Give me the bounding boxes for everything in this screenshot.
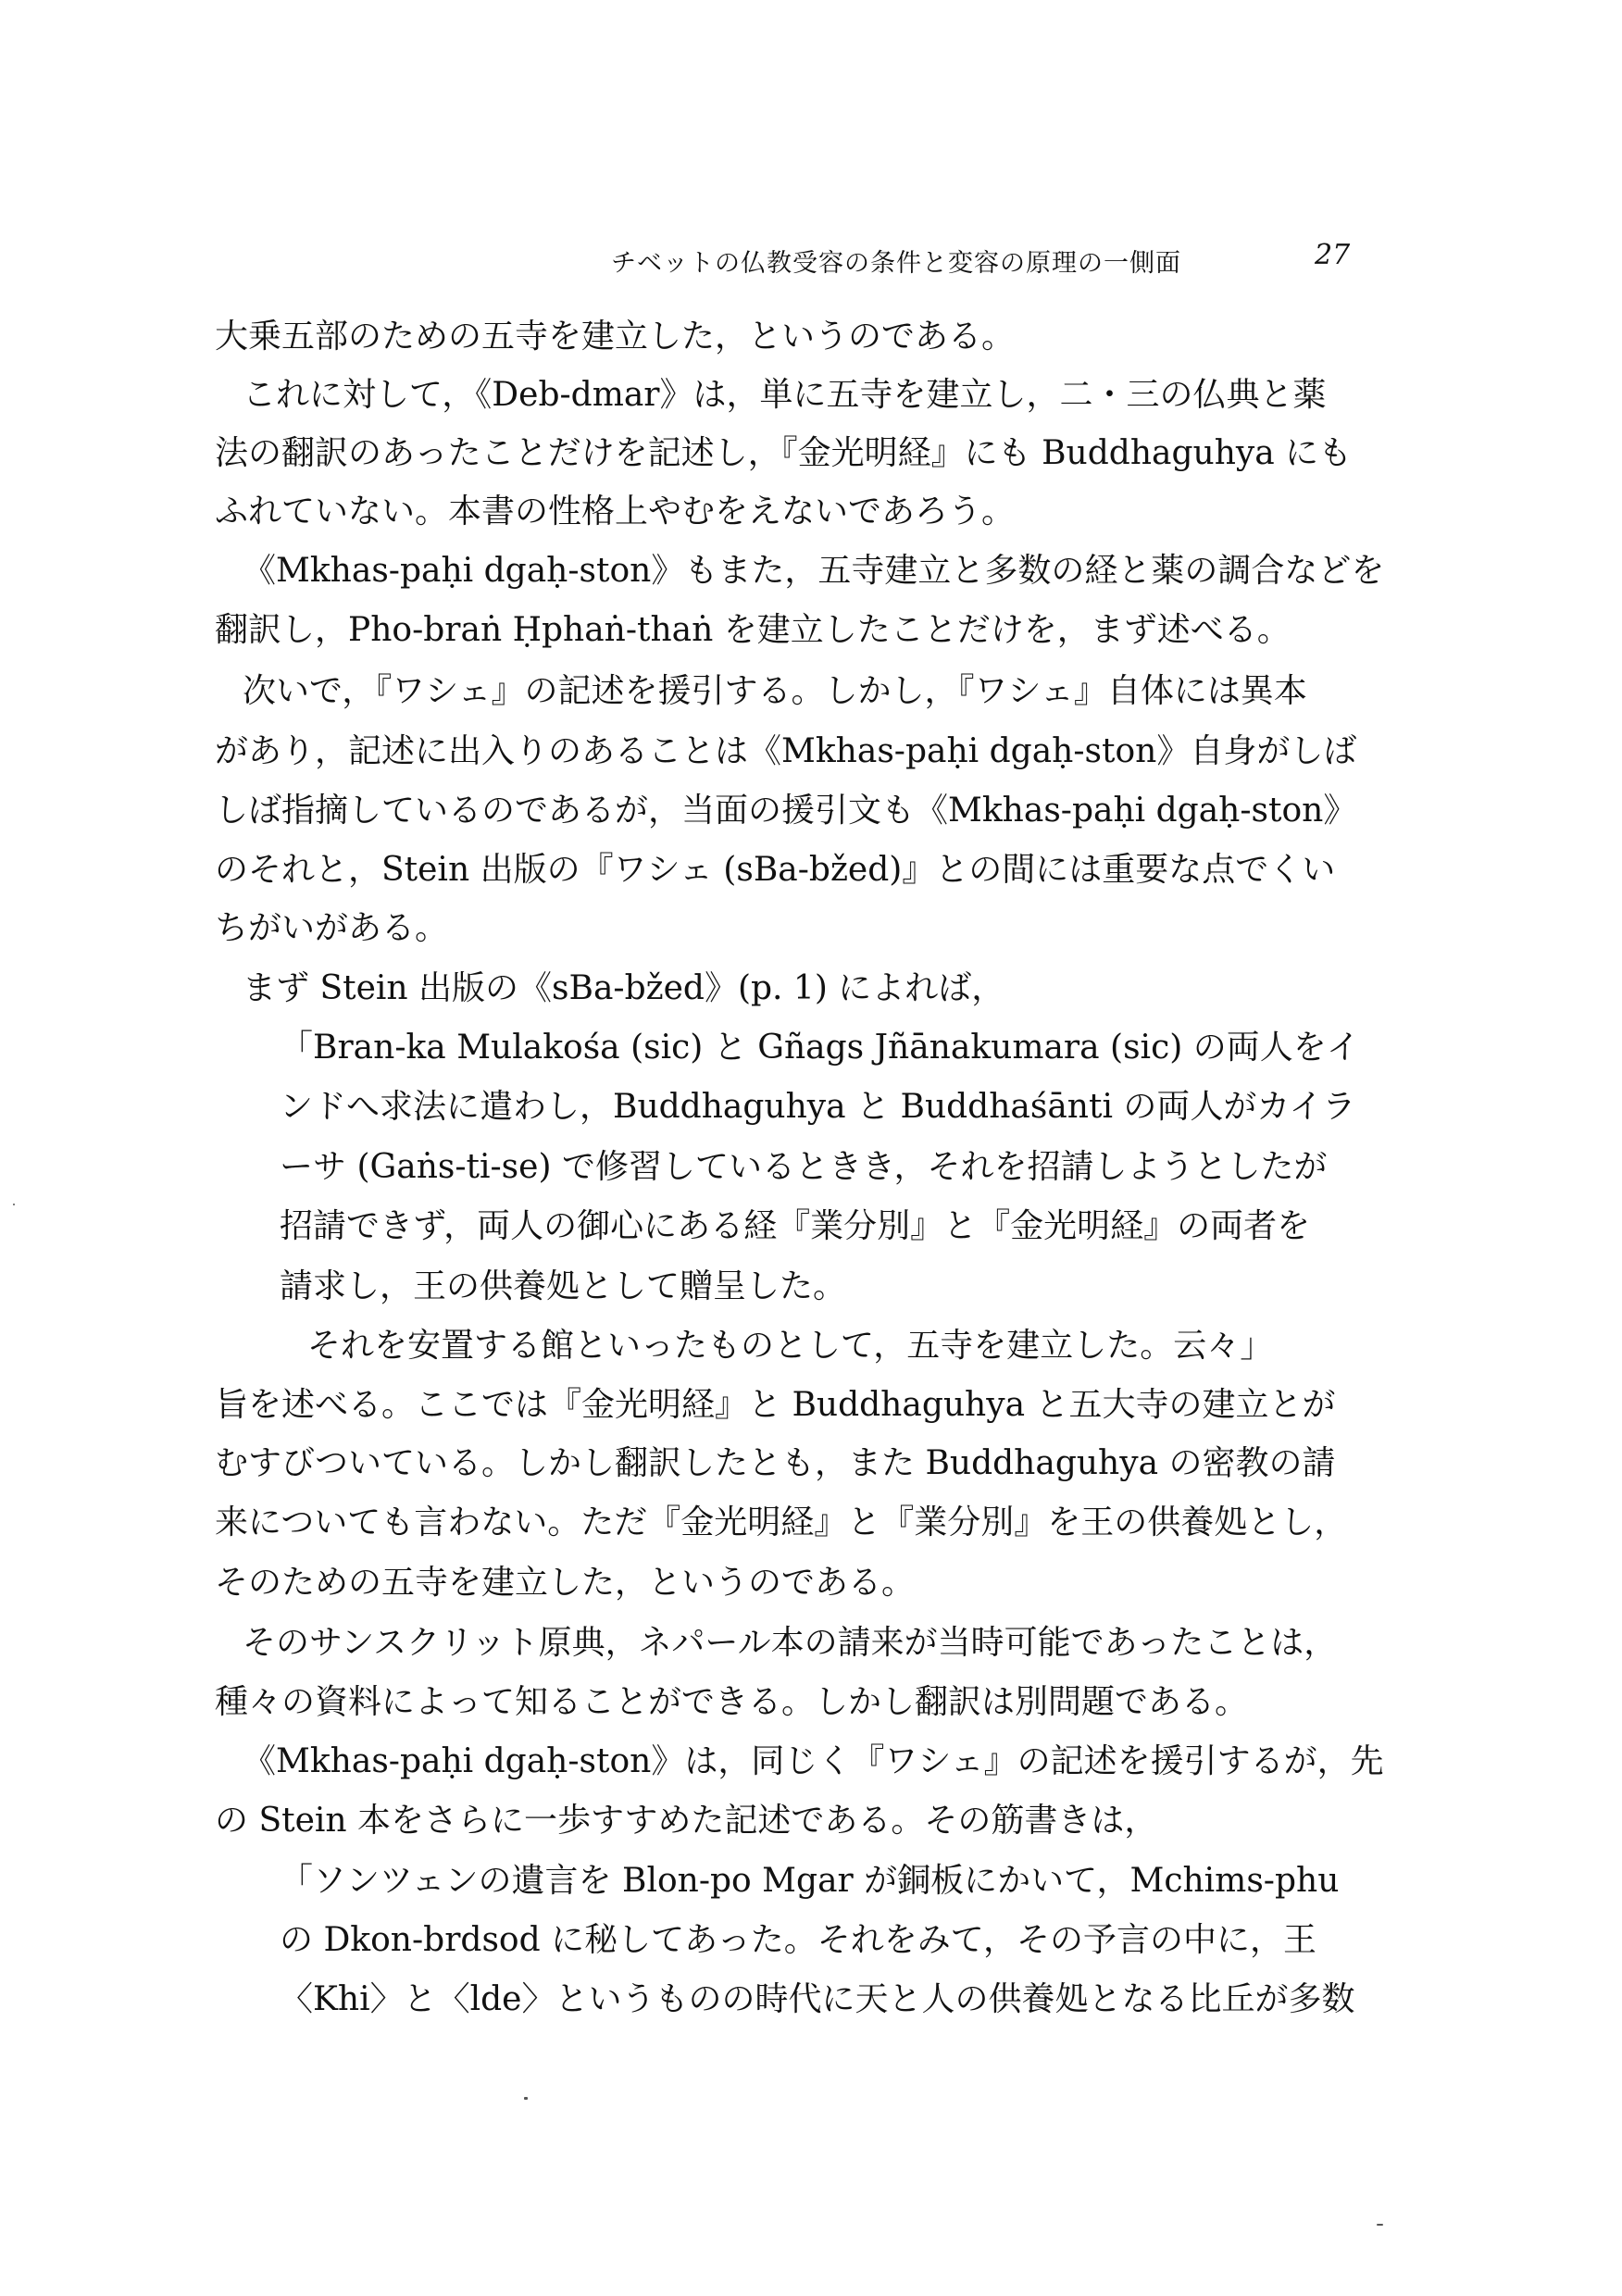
text-line: 次いで，『ワシェ』の記述を援引する。しかし，『ワシェ』自体には異本 xyxy=(243,672,1307,710)
text-line: の Stein 本をさらに一歩すすめた記述である。その筋書きは， xyxy=(215,1802,1158,1840)
text-line: のそれと，Stein 出版の『ワシェ (sBa-bžed)』との間には重要な点でくい xyxy=(215,851,1336,889)
running-header: チベットの仏教受容の条件と変容の原理の一側面 xyxy=(611,249,1181,278)
text-line: それを安置する館といったものとして，五寺を建立した。云々」 xyxy=(307,1327,1274,1365)
text-line: 《Mkhas-paḥi dgaḥ-ston》もまた，五寺建立と多数の経と薬の調合などを xyxy=(243,552,1385,590)
text-line: 〈Khi〉と〈lde〉というものの時代に天と人の供養処となる比丘が多数 xyxy=(280,1980,1355,2018)
scan-speck xyxy=(13,1204,15,1205)
text-line: 「ソンツェンの遺言を Blon-po Mgar が銅板にかいて，Mchims-phu xyxy=(280,1862,1340,1900)
text-line: 旨を述べる。ここでは『金光明経』と Buddhaguhya と五大寺の建立とが xyxy=(215,1386,1336,1424)
text-line: 請求し，王の供養処として贈呈した。 xyxy=(280,1267,847,1305)
text-line: むすびついている。しかし翻訳したとも，また Buddhaguhya の密教の請 xyxy=(215,1444,1336,1482)
text-line: 種々の資料によって知ることができる。しかし翻訳は別問題である。 xyxy=(215,1683,1249,1721)
page-number: 27 xyxy=(1315,239,1351,271)
text-line: まず Stein 出版の《sBa-bžed》(p. 1) によれば， xyxy=(243,969,1005,1007)
scan-speck xyxy=(1377,2224,1383,2226)
text-line: ンドへ求法に遣わし，Buddhaguhya と Buddhaśānti の両人がカイラ xyxy=(280,1088,1356,1126)
text-line: ーサ (Gaṅs-ti-se) で修習しているときき，それを招請しようとしたが xyxy=(280,1148,1328,1186)
text-line: ちがいがある。 xyxy=(215,909,449,947)
text-line: 《Mkhas-paḥi dgaḥ-ston》は，同じく『ワシェ』の記述を援引するが，先 xyxy=(243,1742,1384,1780)
scan-speck xyxy=(524,2097,528,2100)
text-line: ふれていない。本書の性格上やむをえないであろう。 xyxy=(215,493,1016,530)
text-line: があり，記述に出入りのあることは《Mkhas-paḥi dgaḥ-ston》自身がしば xyxy=(215,732,1357,770)
text-line: そのサンスクリット原典，ネパール本の請来が当時可能であったことは， xyxy=(243,1624,1338,1662)
text-line: 翻訳し，Pho-braṅ Ḥphaṅ-thaṅ を建立したことだけを，まず述べる。 xyxy=(215,611,1291,649)
text-line: しば指摘しているのであるが，当面の援引文も《Mkhas-paḥi dgaḥ-ston》 xyxy=(215,792,1357,830)
text-line: 法の翻訳のあったことだけを記述し，『金光明経』にも Buddhaguhya にも xyxy=(215,434,1353,472)
text-line: 来についても言わない。ただ『金光明経』と『業分別』を王の供養処とし， xyxy=(215,1504,1348,1541)
text-line: の Dkon-brdsod に秘してあった。それをみて，その予言の中に，王 xyxy=(280,1921,1317,1959)
text-line: 大乗五部のための五寺を建立した，というのである。 xyxy=(215,318,1016,356)
text-line: これに対して，《Deb-dmar》は，単に五寺を建立し，二・三の仏典と薬 xyxy=(243,376,1327,414)
text-line: 「Bran-ka Mulakośa (sic) と Gñags Jñānakumara (sic) の両人をイ xyxy=(280,1029,1360,1067)
text-line: そのための五寺を建立した，というのである。 xyxy=(215,1564,916,1602)
text-line: 招請できず，両人の御心にある経『業分別』と『金光明経』の両者を xyxy=(280,1207,1311,1245)
